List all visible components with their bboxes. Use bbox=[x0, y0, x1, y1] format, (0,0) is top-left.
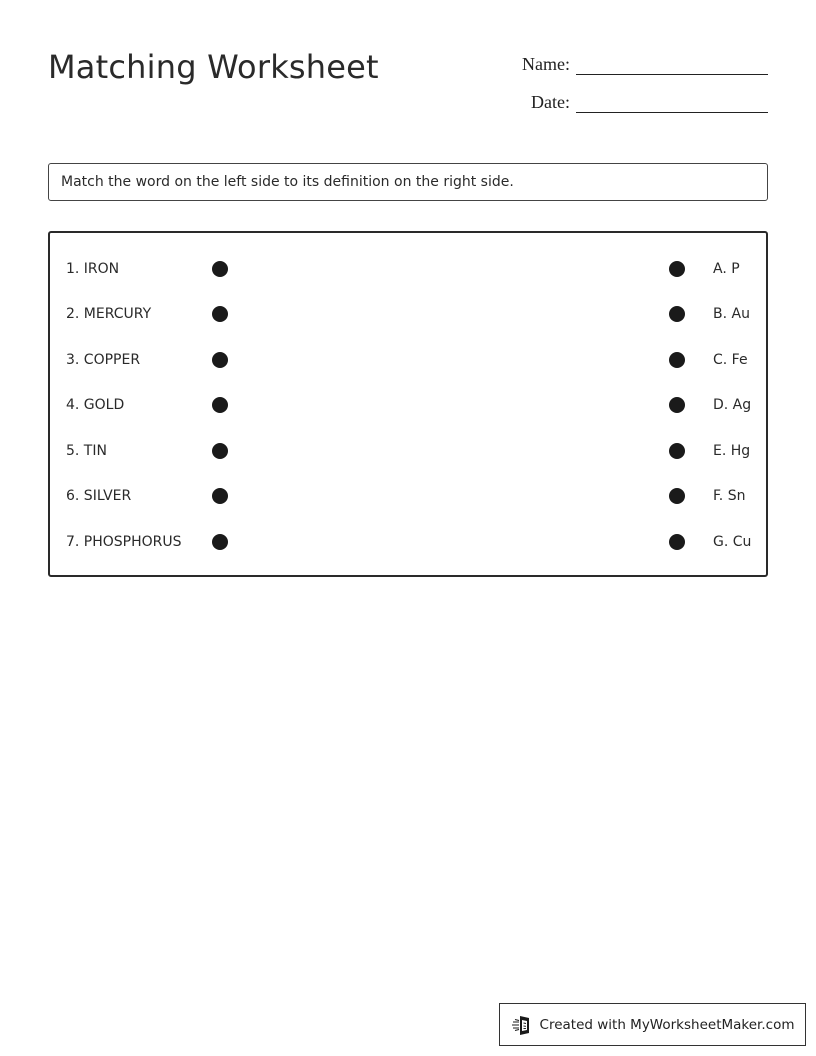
term-label: 3. COPPER bbox=[66, 352, 141, 368]
match-row bbox=[50, 350, 766, 370]
worksheet-maker-logo-icon bbox=[511, 1014, 533, 1036]
definition-connector-dot bbox=[669, 261, 685, 277]
definition-label: D. Ag bbox=[713, 397, 752, 413]
match-row bbox=[50, 486, 766, 506]
name-blank-line bbox=[576, 52, 768, 75]
definition-connector-dot bbox=[669, 352, 685, 368]
page-title: Matching Worksheet bbox=[48, 48, 379, 86]
created-with-link[interactable] bbox=[499, 1003, 806, 1046]
match-row bbox=[50, 532, 766, 552]
term-label: 7. PHOSPHORUS bbox=[66, 534, 182, 550]
term-label: 5. TIN bbox=[66, 443, 107, 459]
term-label: 6. SILVER bbox=[66, 488, 132, 504]
definition-label: A. P bbox=[713, 261, 740, 277]
match-row bbox=[50, 395, 766, 415]
definition-connector-dot bbox=[669, 534, 685, 550]
term-connector-dot bbox=[212, 261, 228, 277]
term-connector-dot bbox=[212, 443, 228, 459]
match-row bbox=[50, 259, 766, 279]
term-label: 1. IRON bbox=[66, 261, 120, 277]
term-label: 4. GOLD bbox=[66, 397, 125, 413]
definition-label: G. Cu bbox=[713, 534, 752, 550]
term-connector-dot bbox=[212, 352, 228, 368]
instructions-box bbox=[48, 163, 768, 201]
name-field-row bbox=[522, 52, 768, 75]
term-connector-dot bbox=[212, 534, 228, 550]
date-field-row bbox=[531, 90, 768, 113]
match-row bbox=[50, 441, 766, 461]
definition-label: B. Au bbox=[713, 306, 750, 322]
definition-label: F. Sn bbox=[713, 488, 746, 504]
name-label: Name: bbox=[522, 54, 570, 74]
definition-connector-dot bbox=[669, 306, 685, 322]
definition-label: E. Hg bbox=[713, 443, 751, 459]
term-connector-dot bbox=[212, 306, 228, 322]
created-with-text: Created with MyWorksheetMaker.com bbox=[539, 1016, 795, 1033]
match-row bbox=[50, 304, 766, 324]
term-connector-dot bbox=[212, 488, 228, 504]
instructions-text: Match the word on the left side to its definition on the right side. bbox=[61, 174, 514, 190]
matching-area bbox=[48, 231, 768, 577]
definition-connector-dot bbox=[669, 488, 685, 504]
definition-label: C. Fe bbox=[713, 352, 748, 368]
date-label: Date: bbox=[531, 92, 570, 112]
date-blank-line bbox=[576, 90, 768, 113]
definition-connector-dot bbox=[669, 443, 685, 459]
term-label: 2. MERCURY bbox=[66, 306, 152, 322]
definition-connector-dot bbox=[669, 397, 685, 413]
term-connector-dot bbox=[212, 397, 228, 413]
